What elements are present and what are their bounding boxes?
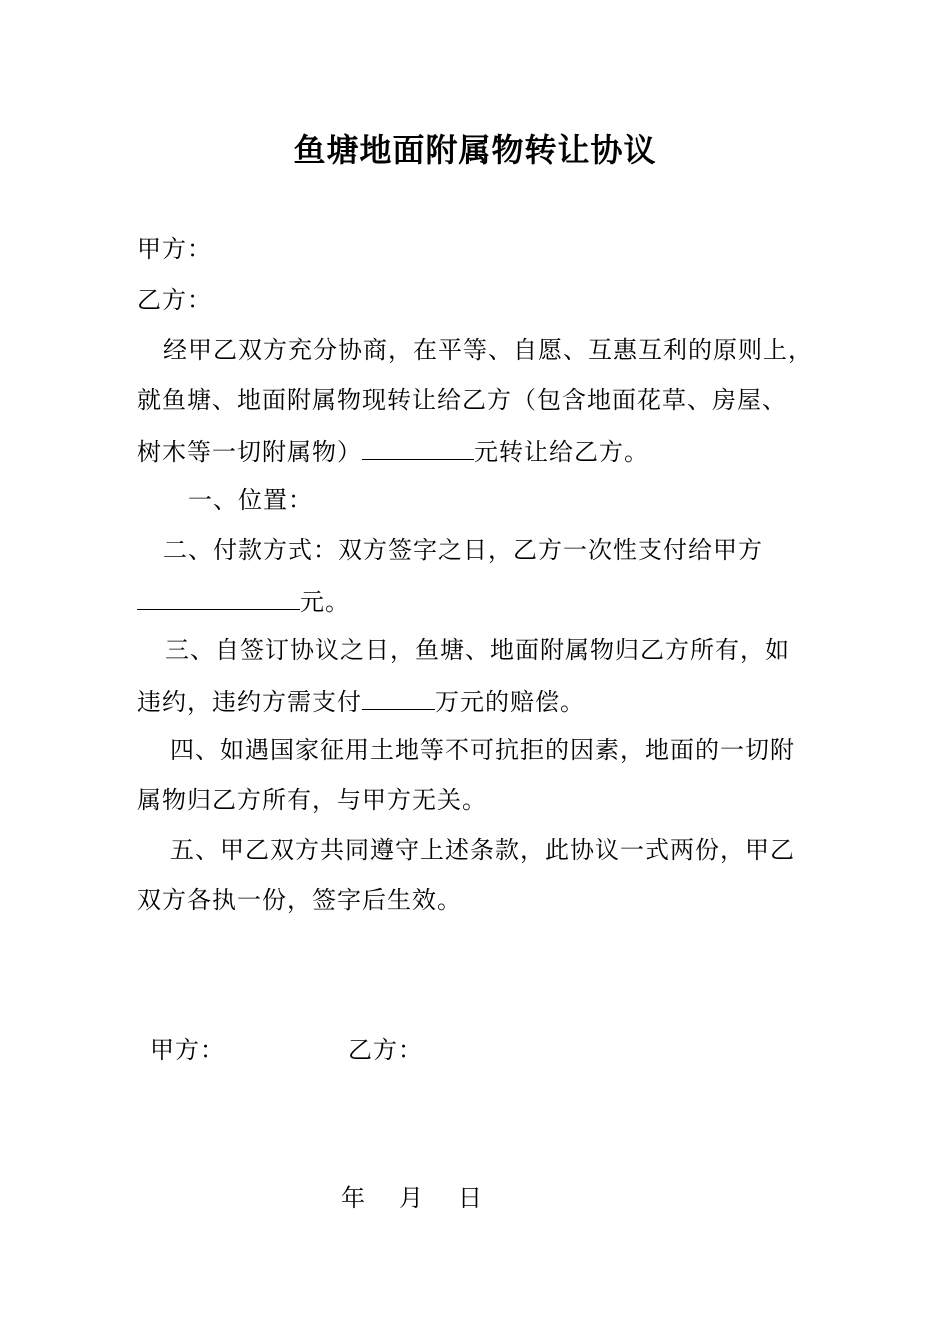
intro-line-3-suffix: 元转让给乙方。: [474, 438, 649, 466]
penalty-amount-blank: [362, 683, 435, 710]
signature-party-b: 乙方：: [348, 1036, 423, 1064]
date-month: 月: [399, 1184, 424, 1212]
party-a-label: 甲方：: [137, 235, 212, 263]
signature-party-a: 甲方：: [150, 1036, 225, 1064]
clause-3-suffix: 万元的赔偿。: [435, 688, 585, 716]
clause-1-location: 一、位置：: [188, 486, 313, 514]
clause-2-suffix: 元。: [300, 588, 350, 616]
intro-line-3: [137, 433, 649, 469]
payment-amount-blank: [137, 583, 300, 610]
clause-4-line-2: 属物归乙方所有，与甲方无关。: [137, 786, 487, 814]
clause-5-line-2: 双方各执一份，签字后生效。: [137, 886, 462, 914]
date-year: 年: [341, 1184, 366, 1212]
date-day: 日: [458, 1184, 483, 1212]
clause-2-line-2: [137, 583, 350, 619]
clause-5-line-1: 五、甲乙双方共同遵守上述条款，此协议一式两份，甲乙: [170, 836, 795, 864]
intro-line-2: 就鱼塘、地面附属物现转让给乙方（包含地面花草、房屋、: [137, 386, 787, 414]
clause-3-line-1: 三、自签订协议之日，鱼塘、地面附属物归乙方所有，如: [165, 636, 790, 664]
clause-4-line-1: 四、如遇国家征用土地等不可抗拒的因素，地面的一切附: [170, 736, 795, 764]
clause-3-line-2: [137, 683, 585, 719]
clause-2-line-1: 二、付款方式：双方签字之日，乙方一次性支付给甲方: [163, 536, 763, 564]
intro-line-3-text: 树木等一切附属物）: [137, 438, 362, 466]
intro-line-1: 经甲乙双方充分协商，在平等、自愿、互惠互利的原则上，: [163, 336, 813, 364]
clause-3-text: 违约，违约方需支付: [137, 688, 362, 716]
transfer-amount-blank: [362, 433, 474, 460]
document-title: 鱼塘地面附属物转让协议: [293, 131, 657, 169]
party-b-label: 乙方：: [137, 286, 212, 314]
